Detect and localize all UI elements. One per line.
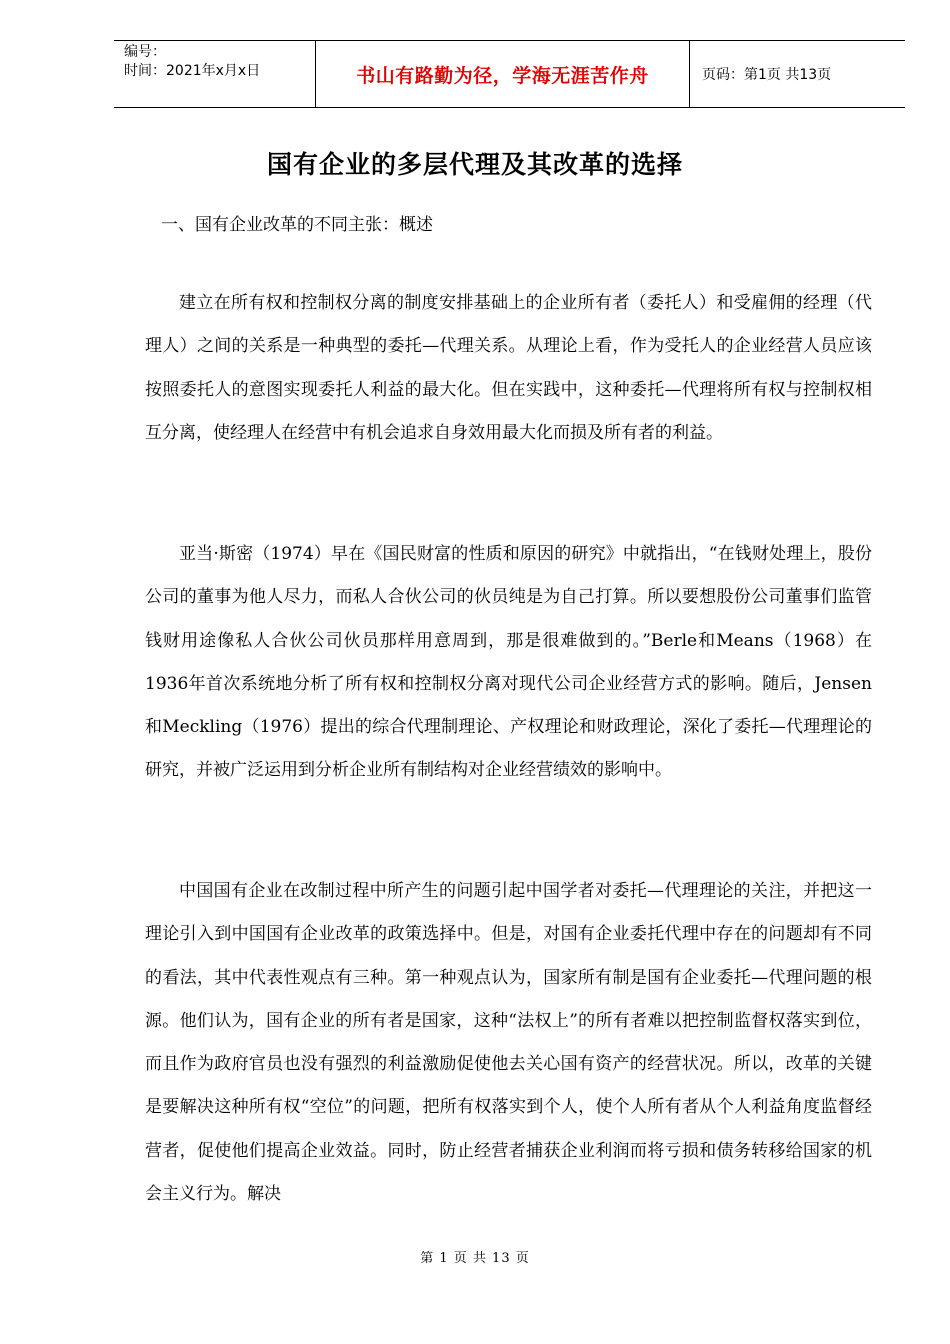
paragraph-2: 亚当·斯密（1974）早在《国民财富的性质和原因的研究》中就指出，“在钱财处理上，股份公司的董事为他人尽力，而私人合伙公司的伙员纯是为自己打算。所以要想股份公司董事们监管钱财用途像私人合伙公司伙员那样用意周到，那是很难做到的。”Berle和Means（1968）在1936年首次系统地分析了所有权和控制权分离对现代公司企业经营方式的影响。随后，Jensen和Meckling（1976）提出的综合代理制理论、产权理论和财政理论，深化了委托—代理理论的研究，并被广泛运用到分析企业所有制结构对企业经营绩效的影响中。 [145,544,872,781]
paragraph-1: 建立在所有权和控制权分离的制度安排基础上的企业所有者（委托人）和受雇佣的经理（代理人）之间的关系是一种典型的委托—代理关系。从理论上看，作为受托人的企业经营人员应该按照委托人的意图实现委托人利益的最大化。但在实践中，这种委托—代理将所有权与控制权相互分离，使经理人在经营中有机会追求自身效用最大化而损及所有者的利益。 [145,293,872,443]
document-header [114,40,905,108]
header-motto-cell [316,41,690,107]
motto-text: 书山有路勤为径，学海无涯苦作舟 [356,64,649,87]
page-info: 页码：第1页 共13页 [702,67,832,83]
section-heading: 一、国有企业改革的不同主张：概述 [161,215,433,235]
page-footer: 第 1 页 共 13 页 [420,1251,530,1266]
date-line: 时间：2021年x月x日 [124,63,261,79]
header-meta-cell [114,41,316,107]
number-label: 编号： [124,44,166,60]
document-title: 国有企业的多层代理及其改革的选择 [266,150,683,179]
header-page-cell [690,41,905,107]
paragraph-3: 中国国有企业在改制过程中所产生的问题引起中国学者对委托—代理理论的关注，并把这一理论引入到中国国有企业改革的政策选择中。但是，对国有企业委托代理中存在的问题却有不同的看法，其中代表性观点有三种。第一种观点认为，国家所有制是国有企业委托—代理问题的根源。他们认为，国有企业的所有者是国家，这种“法权上”的所有者难以把控制监督权落实到位，而且作为政府官员也没有强烈的利益激励促使他去关心国有资产的经营状况。所以，改革的关键是要解决这种所有权“空位”的问题，把所有权落实到个人，使个人所有者从个人利益角度监督经营者，促使他们提高企业效益。同时，防止经营者捕获企业利润而将亏损和债务转移给国家的机会主义行为。解决 [145,881,872,1205]
